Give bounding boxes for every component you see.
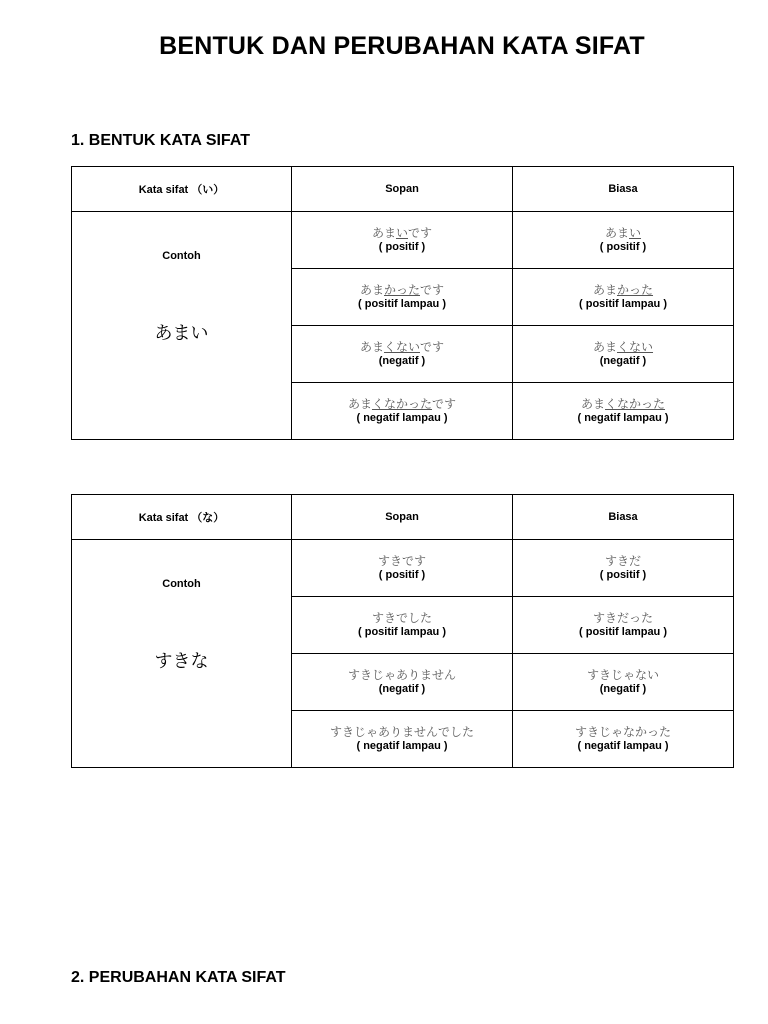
sopan-cell	[292, 540, 513, 597]
form-label: ( negatif lampau )	[577, 740, 669, 752]
form-label: ( positif )	[599, 569, 647, 581]
form-label: (negatif )	[378, 355, 426, 367]
form-label: ( positif lampau )	[358, 626, 446, 638]
section-heading-perubahan: 2. PERUBAHAN KATA SIFAT	[71, 969, 286, 986]
biasa-form: あまかった	[592, 283, 654, 297]
table-row	[72, 212, 734, 269]
sopan-cell	[292, 326, 513, 383]
form-label: (negatif )	[599, 683, 647, 695]
sopan-form: すきでした	[371, 611, 432, 625]
sopan-form: あまくないです	[359, 340, 445, 354]
biasa-form: あまくない	[592, 340, 654, 354]
header-kata-sifat: Kata sifat （な）	[72, 495, 292, 540]
form-label: ( positif )	[378, 569, 426, 581]
contoh-cell	[72, 212, 292, 440]
biasa-cell	[513, 711, 734, 768]
form-label: (negatif )	[378, 683, 426, 695]
section-heading-bentuk: 1. BENTUK KATA SIFAT	[71, 132, 250, 149]
biasa-form: すきだった	[592, 611, 653, 625]
sopan-cell	[292, 711, 513, 768]
sopan-cell	[292, 597, 513, 654]
biasa-form: すきじゃない	[586, 668, 659, 682]
header-kata-sifat: Kata sifat （い）	[72, 167, 292, 212]
header-sopan: Sopan	[292, 167, 513, 212]
form-label: ( positif lampau )	[358, 298, 446, 310]
sopan-form: あまくなかったです	[347, 397, 457, 411]
form-label: ( positif )	[599, 241, 647, 253]
sopan-form: あまいです	[371, 226, 433, 240]
form-label: ( negatif lampau )	[577, 412, 669, 424]
contoh-word: すきな	[154, 651, 209, 672]
table-row	[72, 540, 734, 597]
biasa-cell	[513, 383, 734, 440]
contoh-word: あまい	[154, 323, 209, 344]
biasa-cell	[513, 654, 734, 711]
form-label: (negatif )	[599, 355, 647, 367]
form-label: ( negatif lampau )	[356, 412, 448, 424]
biasa-form: あまくなかった	[580, 397, 666, 411]
header-biasa: Biasa	[513, 495, 734, 540]
biasa-form: あまい	[604, 226, 642, 240]
sopan-form: すきじゃありませんでした	[329, 725, 474, 739]
adjective-table-na	[71, 494, 734, 768]
header-sopan: Sopan	[292, 495, 513, 540]
header-biasa: Biasa	[513, 167, 734, 212]
contoh-label: Contoh	[162, 578, 201, 590]
biasa-form: すきだ	[604, 554, 641, 568]
contoh-cell	[72, 540, 292, 768]
form-label: ( positif )	[378, 241, 426, 253]
biasa-cell	[513, 326, 734, 383]
biasa-cell	[513, 269, 734, 326]
biasa-cell	[513, 212, 734, 269]
sopan-form: あまかったです	[359, 283, 445, 297]
sopan-cell	[292, 269, 513, 326]
table-header-row	[72, 167, 734, 212]
sopan-form: すきじゃありません	[347, 668, 456, 682]
biasa-cell	[513, 597, 734, 654]
sopan-cell	[292, 383, 513, 440]
form-label: ( negatif lampau )	[356, 740, 448, 752]
table-header-row	[72, 495, 734, 540]
form-label: ( positif lampau )	[579, 298, 667, 310]
biasa-form: すきじゃなかった	[574, 725, 671, 739]
adjective-table-i	[71, 166, 734, 440]
sopan-cell	[292, 654, 513, 711]
contoh-label: Contoh	[162, 250, 201, 262]
sopan-cell	[292, 212, 513, 269]
biasa-cell	[513, 540, 734, 597]
page-title: BENTUK DAN PERUBAHAN KATA SIFAT	[159, 32, 645, 60]
form-label: ( positif lampau )	[579, 626, 667, 638]
sopan-form: すきです	[377, 554, 426, 568]
